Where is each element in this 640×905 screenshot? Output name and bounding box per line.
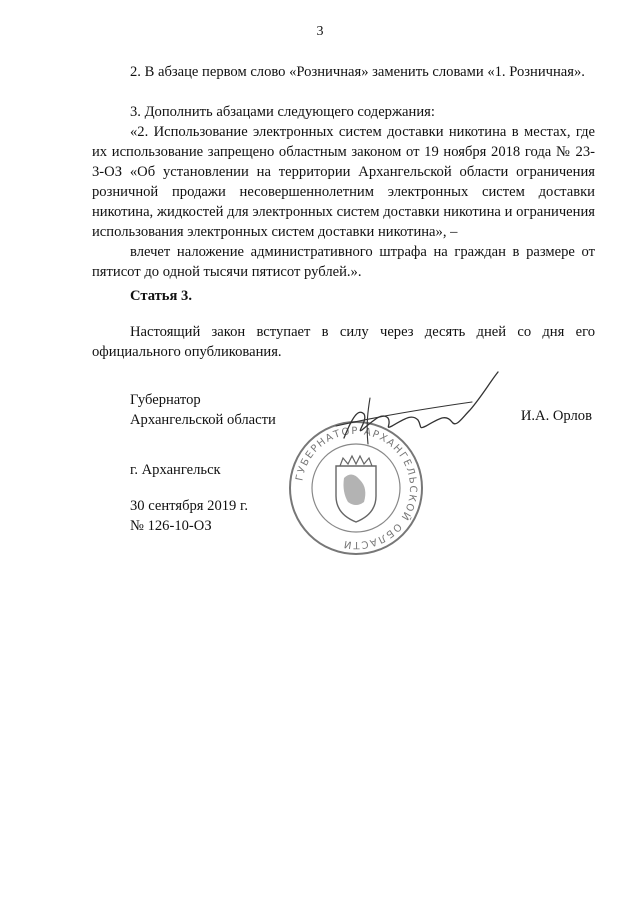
signer-title-line1: Губернатор [130, 392, 201, 408]
law-amendment-text [92, 62, 595, 282]
paragraph-5: Настоящий закон вступает в силу через десять дней со дня его официального опубликования. [92, 324, 595, 360]
law-number: № 126-10-ОЗ [130, 518, 212, 534]
article-heading: Статья 3. [130, 288, 192, 304]
paragraph-1: 2. В абзаце первом слово «Розничная» заменить словами «1. Розничная». [130, 64, 585, 80]
article-3-text [92, 322, 595, 362]
law-date: 30 сентября 2019 г. [130, 498, 248, 514]
seal-text: ГУБЕРНАТОР АРХАНГЕЛЬСКОЙ ОБЛАСТИ [294, 425, 419, 551]
handwritten-signature-icon [322, 368, 512, 458]
signer-title [130, 390, 276, 430]
paragraph-3: «2. Использование электронных систем доставки никотина в местах, где их использование запрещено областным законом от 19 ноября 2018 года № 23-3-ОЗ «Об установлении на территории Архангельской области ограничения розничной продажи несовершеннолетним электронных систем доставки никотина, жидкостей для электронных систем доставки никотина и ограничения использования электронных систем доставки никотина», – [92, 124, 595, 240]
paragraph-4: влечет наложение административного штрафа на граждан в размере от пятисот до одной тысячи пятисот рублей.». [92, 244, 595, 280]
page-number: 3 [316, 24, 324, 39]
city: г. Архангельск [130, 462, 221, 478]
signer-name: И.А. Орлов [520, 408, 592, 424]
signer-title-line2: Архангельской области [130, 412, 276, 428]
date-and-number [130, 496, 248, 536]
paragraph-2: 3. Дополнить абзацами следующего содержания: [130, 104, 435, 120]
